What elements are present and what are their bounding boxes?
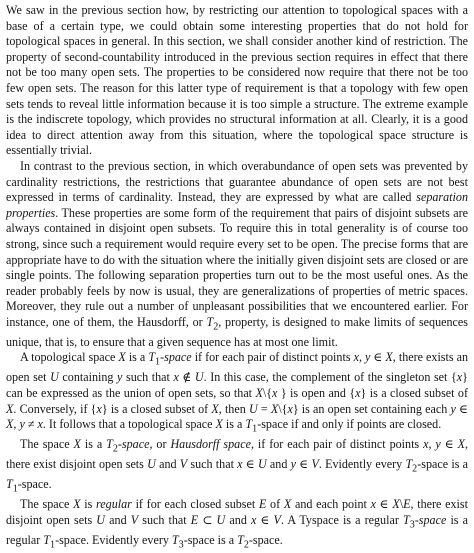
paragraph-t2-space: The space X is a $T_2$-space, or Hausdorff space, if for each pair of distinct points x, y ∈ X, there exist disjoint open sets U and V such that x ∈ U and y ∈ V. Evidently every $T_2$-space is a $T_1$-space.	[6, 437, 469, 495]
paragraph-t1-space: A topological space X is a $T_1$-space if for each pair of distinct points x, y ∈ X, there exists an open set U containing y such that x ∉ U. In this case, the complement of the singleton set {x} can be expressed as the union of open sets, so that X\{x } is open and {x} is a closed subset of X. Conversely, if {x} is a closed subset of X, then U = X\{x} is an open set containing each y ∈ X, y ≠ x. It follows that a topological space X is a $T_1$-space if and only if points are closed.	[6, 350, 469, 435]
paragraph-separation-properties: In contrast to the previous section, in which overabundance of open sets was prevented by cardinality restrictions, the restrictions that guarantee abundance of open sets are not best expressed in terms of cardinality. Instead, they are expressed by what are called separation properties. These properties are some form of the requirement that pairs of disjoint subsets are always contained in disjoint open subsets. To require this in total generality is of course too strong, since such a requirement would require every set to be open. The precise forms that are appropriate have to do with the situation where the initially given disjoint sets are closed or are single points. The following separation properties turn out to be the most useful ones. As the reader probably feels by now is usual, they are generalizations of properties of metric spaces. Moreover, they rule out a number of unpleasant possibilities that we encountered earlier. For instance, one of them, the Hausdorff, or $T_2$, property, is designed to make limits of sequences unique, that is, to ensure that a given sequence has at most one limit.	[6, 158, 468, 349]
paragraph-regular-space: The space X is regular if for each closed subset E of X and each point x ∈ X\E, there exist disjoint open sets U and V such that E ⊂ U and x ∈ V. A Tyspace is a regular $T_3$-space is a regular $T_1$-space. Evidently every $T_3$-space is a $T_2$-space.	[6, 497, 468, 551]
paragraph-intro: We saw in the previous section how, by restricting our attention to topological spaces with a base of a certain type, we could obtain some interesting properties that do not hold for topological spaces in general. In this section, we shall consider another kind of restriction. The property of second-countability introduced in the previous section requires in effect that there not be too many open sets. The properties to be considered now require that there not be too few open sets. The reason for this latter type of requirement is that a topology with few open sets tends to reveal little information because it is too simple a structure. The extreme example is the indiscrete topology, which provides no structural information at all. Clearly, it is a good idea to direct attention away from this situation, where the topological space structure is essentially trivial.	[6, 3, 468, 158]
